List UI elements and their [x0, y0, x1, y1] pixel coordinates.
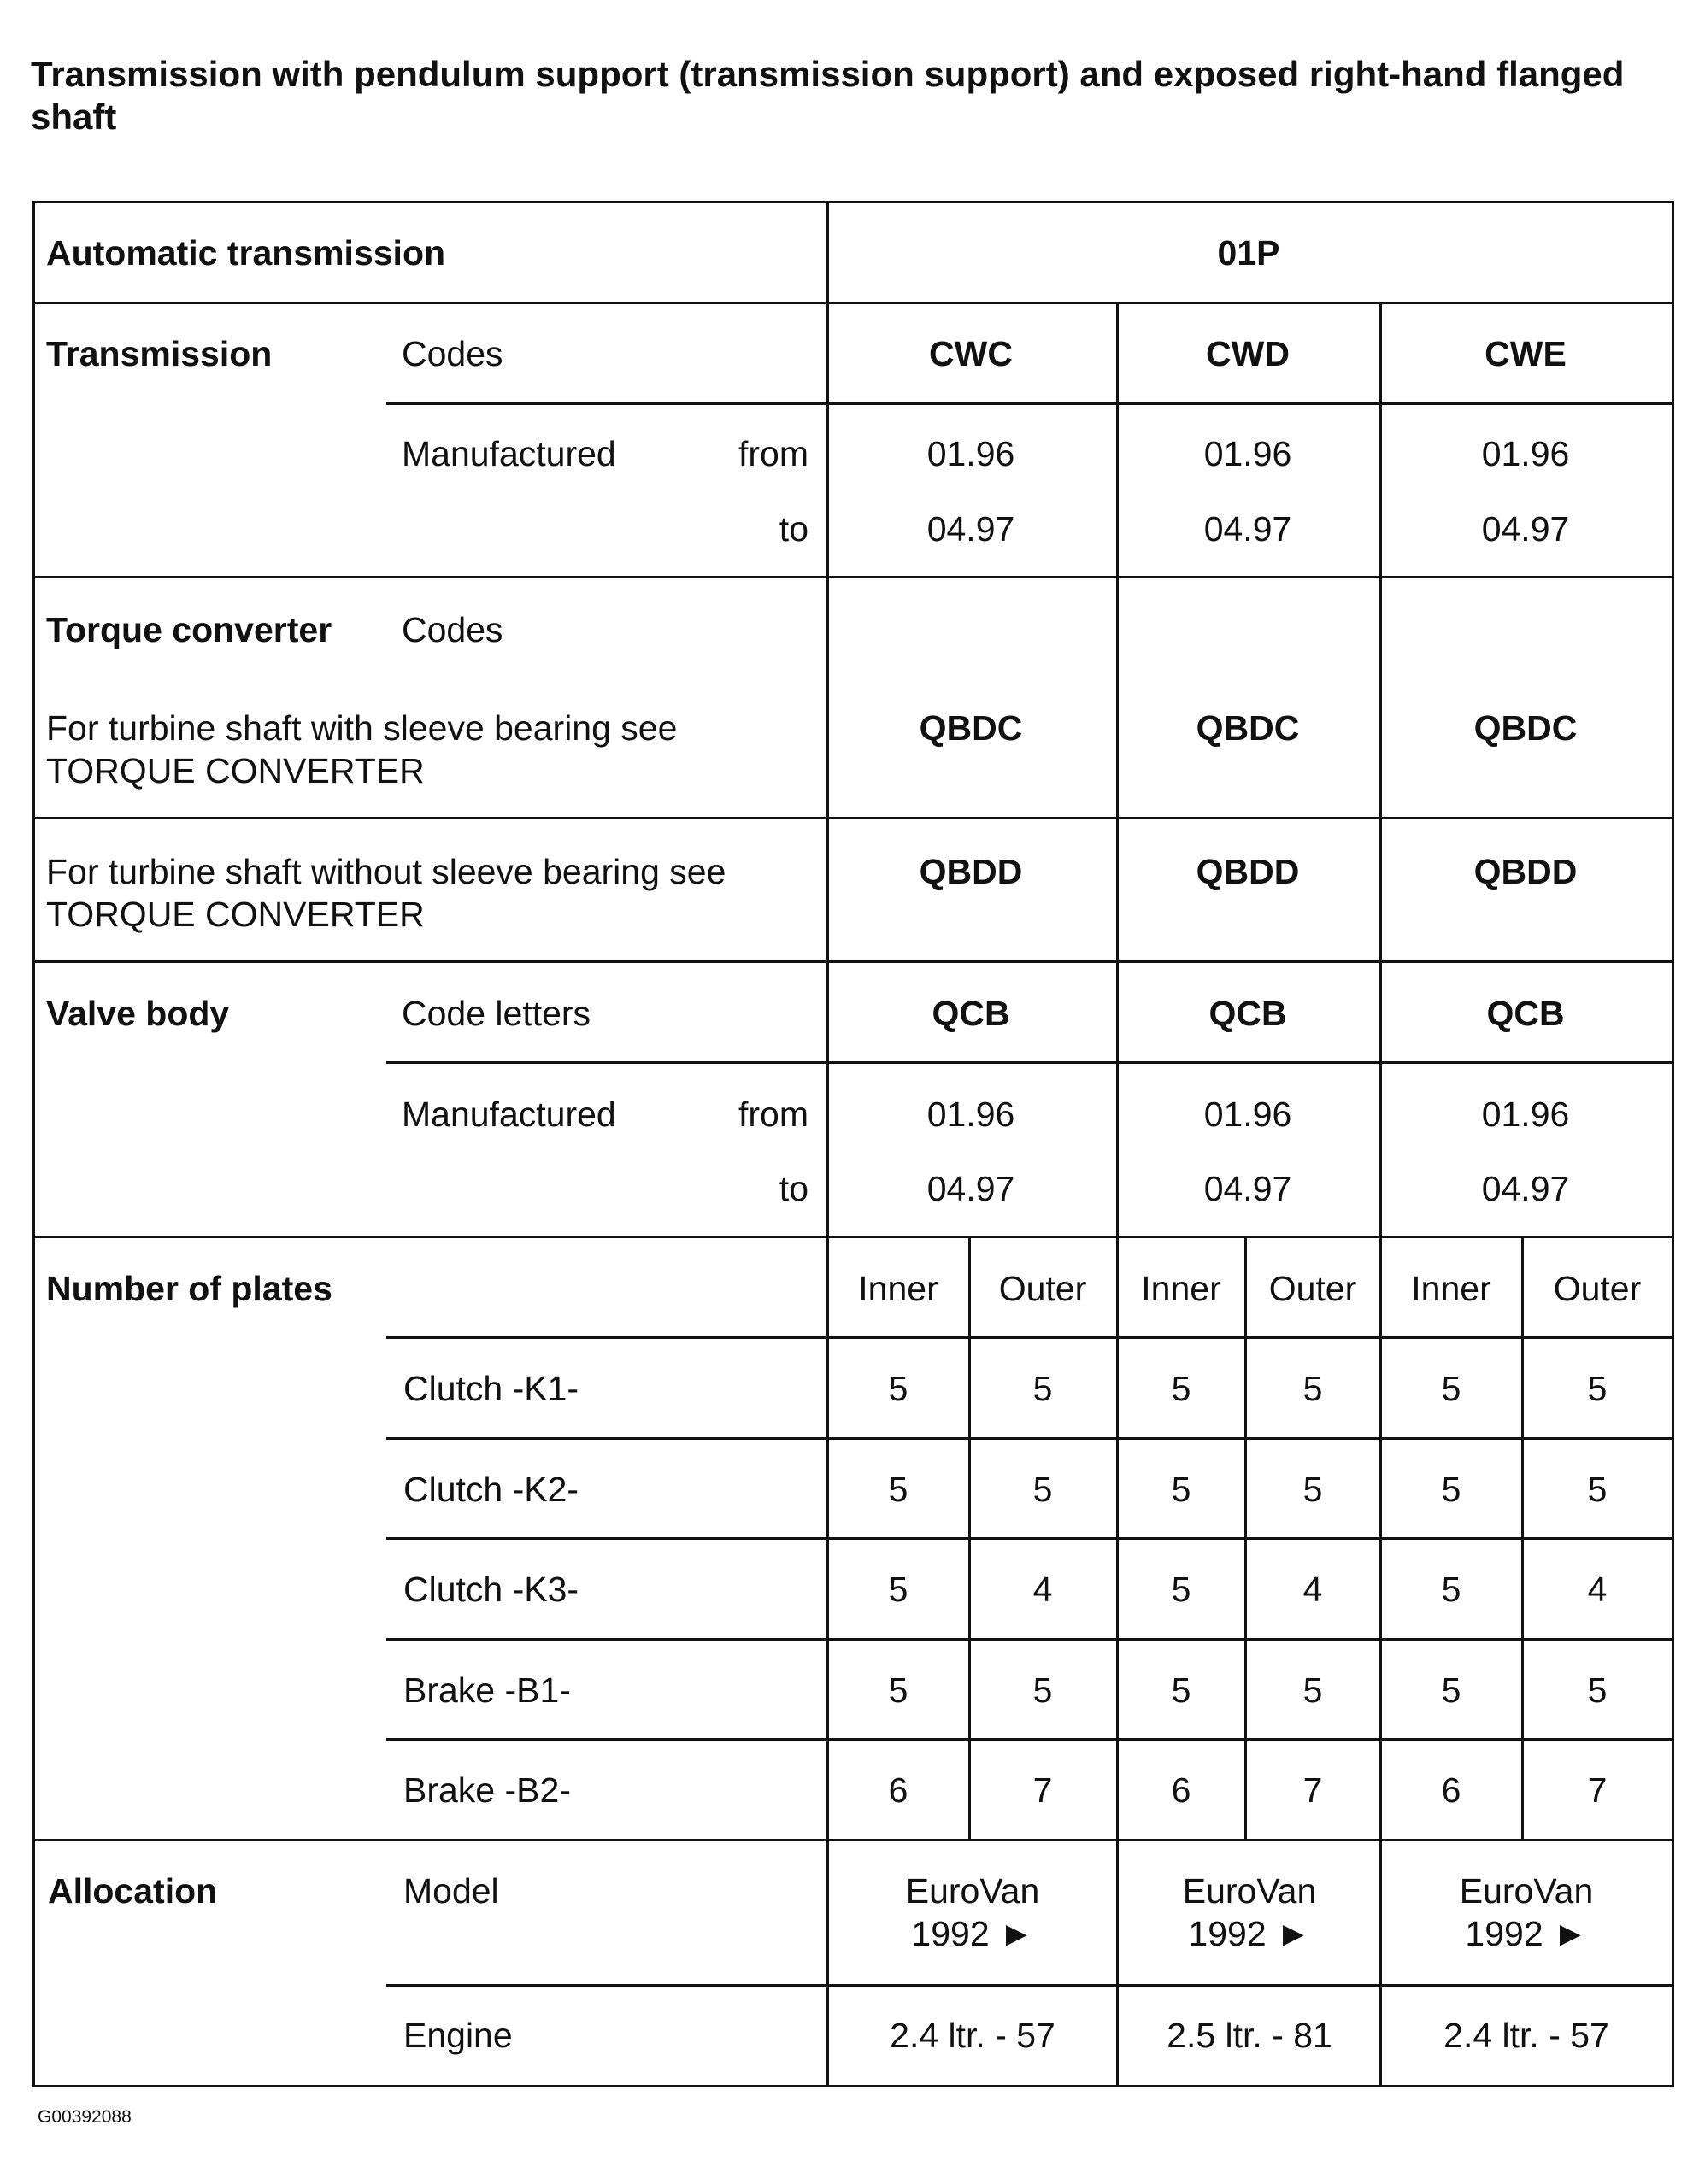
plate-count: 5	[1587, 1369, 1608, 1408]
outer-header: Outer	[1553, 1269, 1642, 1308]
outer-header: Outer	[998, 1269, 1087, 1308]
plate-count: 5	[1032, 1470, 1053, 1509]
converter-code: QBDC	[919, 708, 1023, 748]
plate-count: 4	[1302, 1570, 1323, 1609]
rule	[32, 302, 1674, 304]
rule	[1116, 302, 1119, 2087]
plate-row-name: Clutch -K2-	[403, 1470, 579, 1509]
plate-count: 5	[1441, 1670, 1461, 1710]
figure-id: G00392088	[38, 2107, 132, 2127]
plate-count: 5	[1302, 1670, 1323, 1710]
code-letters-label: Code letters	[402, 994, 591, 1033]
plate-count: 5	[1171, 1670, 1191, 1710]
engine-value: 2.4 ltr. - 57	[1443, 2016, 1609, 2055]
document-title: Transmission with pendulum support (transmission support) and exposed right-hand flanged shaft	[31, 54, 1625, 137]
plate-count: 5	[1441, 1369, 1461, 1408]
model-label: Model	[403, 1871, 499, 1911]
plate-row-name: Clutch -K1-	[403, 1369, 579, 1408]
transmission-code: CWE	[1485, 334, 1567, 373]
codes-label: Codes	[402, 334, 503, 373]
table-border-bottom	[32, 2085, 1674, 2087]
plate-count: 7	[1032, 1770, 1053, 1810]
plate-row-name: Brake -B2-	[403, 1770, 571, 1810]
engine-value: 2.5 ltr. - 81	[1167, 2016, 1332, 2055]
converter-code: QBDD	[919, 852, 1023, 891]
plate-row-name: Clutch -K3-	[403, 1570, 579, 1609]
plate-count: 5	[1171, 1570, 1191, 1609]
plate-count: 5	[1587, 1470, 1608, 1509]
plate-count: 5	[1302, 1369, 1323, 1408]
converter-code: QBDC	[1473, 708, 1578, 748]
engine-value: 2.4 ltr. - 57	[890, 2016, 1055, 2055]
valve-body-code: QCB	[932, 994, 1010, 1033]
outer-header: Outer	[1268, 1269, 1357, 1308]
manufactured-from: 01.96	[1203, 434, 1292, 473]
valve-body-code: QCB	[1208, 994, 1287, 1033]
plate-count: 4	[1587, 1570, 1608, 1609]
automatic-transmission-label: Automatic transmission	[46, 233, 446, 273]
plate-count: 6	[888, 1770, 908, 1810]
rule	[32, 960, 1674, 963]
with-sleeve-note-ref: TORQUE CONVERTER	[46, 751, 425, 790]
manufactured-to: 04.97	[926, 509, 1015, 549]
manufactured-to: 04.97	[1203, 509, 1292, 549]
rule	[32, 1236, 1674, 1238]
rule	[968, 1236, 971, 1839]
table-border-left	[32, 201, 35, 2087]
plate-count: 5	[888, 1670, 908, 1710]
valve-body-label: Valve body	[46, 994, 230, 1033]
converter-code: QBDD	[1473, 852, 1578, 891]
rule	[826, 201, 829, 2087]
manufactured-from: 01.96	[1481, 434, 1570, 473]
model-name: EuroVan	[1459, 1871, 1594, 1911]
plate-count: 5	[888, 1369, 908, 1408]
model-name: EuroVan	[905, 1871, 1040, 1911]
rule	[386, 1638, 1674, 1641]
model-name: EuroVan	[1182, 1871, 1317, 1911]
plate-count: 5	[1032, 1670, 1053, 1710]
plate-count: 5	[1441, 1570, 1461, 1609]
plate-count: 7	[1587, 1770, 1608, 1810]
allocation-label: Allocation	[48, 1871, 218, 1911]
plate-count: 4	[1032, 1570, 1053, 1609]
rule	[32, 1839, 1674, 1841]
inner-header: Inner	[1411, 1269, 1491, 1308]
to-label: to	[779, 1169, 808, 1208]
transmission-label: Transmission	[46, 334, 273, 373]
manufactured-from: 01.96	[1481, 1095, 1570, 1134]
converter-code: QBDC	[1196, 708, 1300, 748]
without-sleeve-note-ref: TORQUE CONVERTER	[46, 895, 425, 934]
table-border-top	[32, 201, 1674, 203]
manufactured-from: 01.96	[926, 1095, 1015, 1134]
to-label: to	[779, 509, 808, 549]
transmission-code: CWC	[929, 334, 1013, 373]
plate-count: 6	[1441, 1770, 1461, 1810]
plate-row-name: Brake -B1-	[403, 1670, 571, 1710]
model-year: 1992 ►	[1188, 1914, 1311, 1953]
torque-converter-label: Torque converter	[46, 610, 332, 649]
plate-count: 5	[888, 1570, 908, 1609]
codes-label: Codes	[402, 610, 503, 649]
plate-count: 5	[1302, 1470, 1323, 1509]
plate-count: 5	[1171, 1470, 1191, 1509]
rule	[386, 1984, 1674, 1987]
rule	[386, 1537, 1674, 1540]
model-year: 1992 ►	[1465, 1914, 1588, 1953]
manufactured-to: 04.97	[1203, 1169, 1292, 1208]
manufactured-to: 04.97	[1481, 509, 1570, 549]
rule	[32, 576, 1674, 578]
rule	[386, 1336, 1674, 1339]
with-sleeve-note: For turbine shaft with sleeve bearing see	[46, 708, 678, 748]
plate-count: 5	[1587, 1670, 1608, 1710]
rule	[386, 1061, 1674, 1064]
engine-label: Engine	[403, 2016, 513, 2055]
rule	[386, 402, 1674, 405]
manufactured-from: 01.96	[926, 434, 1015, 473]
plate-count: 5	[1032, 1369, 1053, 1408]
plate-count: 6	[1171, 1770, 1191, 1810]
transmission-type-value: 01P	[1217, 233, 1280, 273]
manufactured-label: Manufactured	[402, 1095, 616, 1134]
inner-header: Inner	[858, 1269, 938, 1308]
from-label: from	[738, 1095, 808, 1134]
transmission-code: CWD	[1206, 334, 1290, 373]
inner-header: Inner	[1141, 1269, 1221, 1308]
rule	[1379, 302, 1382, 2087]
manufactured-to: 04.97	[926, 1169, 1015, 1208]
valve-body-code: QCB	[1486, 994, 1565, 1033]
plate-count: 5	[888, 1470, 908, 1509]
manufactured-label: Manufactured	[402, 434, 616, 473]
table-border-right	[1672, 201, 1674, 2087]
manufactured-to: 04.97	[1481, 1169, 1570, 1208]
plate-count: 7	[1302, 1770, 1323, 1810]
number-of-plates-label: Number of plates	[46, 1269, 332, 1308]
rule	[386, 1738, 1674, 1741]
rule	[386, 1437, 1674, 1440]
manufactured-from: 01.96	[1203, 1095, 1292, 1134]
plate-count: 5	[1441, 1470, 1461, 1509]
rule	[32, 817, 1674, 819]
model-year: 1992 ►	[911, 1914, 1034, 1953]
from-label: from	[738, 434, 808, 473]
rule	[1521, 1236, 1524, 1839]
rule	[1244, 1236, 1247, 1839]
converter-code: QBDD	[1196, 852, 1300, 891]
without-sleeve-note: For turbine shaft without sleeve bearing see	[46, 852, 726, 891]
plate-count: 5	[1171, 1369, 1191, 1408]
